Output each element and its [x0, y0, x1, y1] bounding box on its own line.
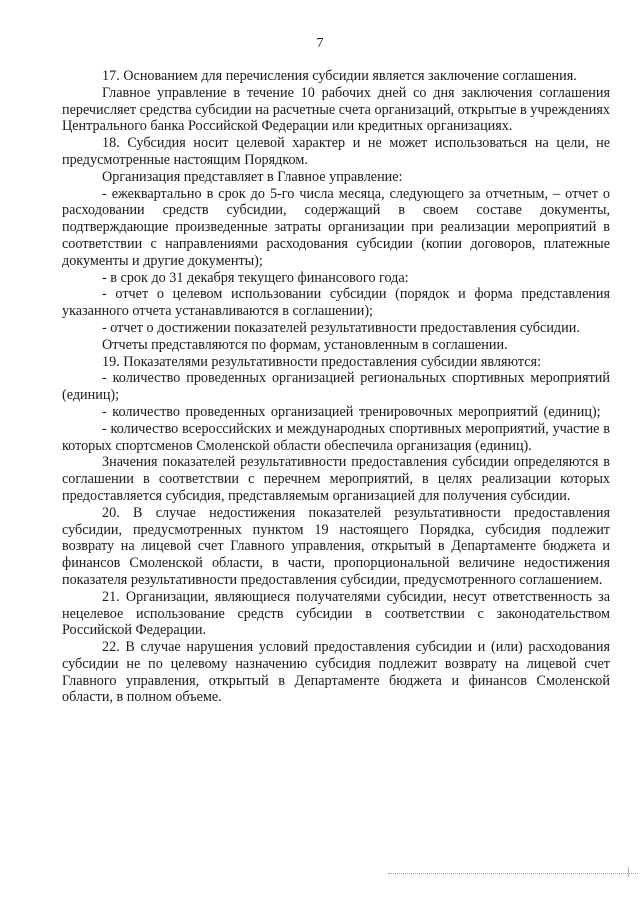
paragraph-indicator-values: Значения показателей результативности предоставления субсидии определяются в соглашении в соответствии с перечнем мероприятий, в целях реализации которых предоставляется субсидия, представляемым организацией для получения субсидии. [62, 454, 610, 504]
document-body [62, 68, 610, 706]
page-number: 7 [316, 36, 324, 51]
paragraph-organization-submits: Организация представляет в Главное управление: [102, 168, 403, 185]
list-item-regional-events: - количество проведенных организацией региональных спортивных мероприятий (единиц); [62, 370, 610, 404]
list-item-performance-report: - отчет о достижении показателей результативности предоставления субсидии. [102, 319, 580, 336]
list-item-target-use-report: - отчет о целевом использовании субсидии (порядок и форма представления указанного отчета устанавливаются в соглашении); [62, 286, 610, 320]
paragraph-transfer-terms: Главное управление в течение 10 рабочих дней со дня заключения соглашения перечисляет средства субсидии на расчетные счета организаций, открытые в учреждениях Центрального банка Российской Федерации или кредитных организациях. [62, 84, 610, 135]
paragraph-22: 22. В случае нарушения условий предоставления субсидии и (или) расходования субсидии не по целевому назначению субсидия подлежит возврату на лицевой счет Главного управления, открытый в Департаменте бюджета и финансов Смоленской области, в полном объеме. [62, 639, 610, 706]
footer-tick [628, 867, 629, 877]
paragraph-21: 21. Организации, являющиеся получателями субсидии, несут ответственность за нецелевое использование средств субсидии в соответствии с законодательством Российской Федерации. [62, 588, 610, 639]
paragraph-19: 19. Показателями результативности предоставления субсидии являются: [102, 353, 542, 370]
list-item-training-events: - количество проведенных организацией тренировочных мероприятий (единиц); [102, 403, 601, 420]
footer-rule [388, 873, 638, 874]
list-item-national-international-events: - количество всероссийских и международных спортивных мероприятий, участие в которых спортсменов Смоленской области обеспечила организация (единиц). [62, 420, 610, 454]
paragraph-report-forms: Отчеты представляются по формам, установленным в соглашении. [102, 336, 508, 353]
list-item-quarterly-report: - ежеквартально в срок до 5-го числа месяца, следующего за отчетным, – отчет о расходовании средств субсидии, содержащий в своем составе документы, подтверждающие произведенные затраты организации при реализации мероприятий в соответствии с направлениями расходования субсидии (копии договоров, платежные документы и другие документы); [62, 185, 610, 269]
paragraph-17: 17. Основанием для перечисления субсидии является заключение соглашения. [102, 68, 577, 84]
paragraph-20: 20. В случае недостижения показателей результативности предоставления субсидии, предусмотренных пунктом 19 настоящего Порядка, субсидия подлежит возврату на лицевой счет Главного управления, открытый в Департаменте бюджета и финансов Смоленской области, в части, пропорциональной величине недостижения показателя результативности предоставления субсидии, предусмотренного соглашением. [62, 504, 610, 588]
list-item-deadline: - в срок до 31 декабря текущего финансового года: [102, 269, 409, 286]
paragraph-18: 18. Субсидия носит целевой характер и не может использоваться на цели, не предусмотренные настоящим Порядком. [62, 135, 610, 168]
